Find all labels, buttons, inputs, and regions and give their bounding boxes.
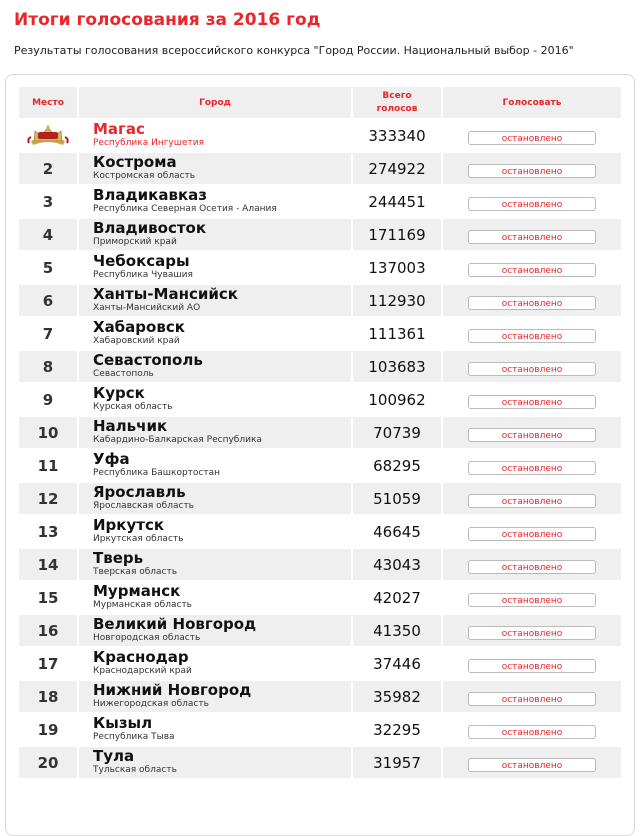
city-name: Тверь [93, 548, 144, 567]
city-name: Владикавказ [93, 185, 207, 204]
vote-button[interactable]: остановлено [468, 527, 596, 541]
table-row [19, 285, 621, 316]
city-region: Республика Ингушетия [93, 137, 205, 148]
table-row [19, 549, 621, 580]
results-card [5, 74, 635, 836]
vote-cell [443, 483, 621, 514]
city-cell [79, 681, 351, 712]
city-region: Республика Башкортостан [93, 467, 221, 478]
city-region: Севастополь [93, 368, 154, 379]
votes-count: 46645 [373, 522, 421, 541]
table-row [19, 582, 621, 613]
vote-cell [443, 285, 621, 316]
vote-button[interactable]: остановлено [468, 164, 596, 178]
city-name: Уфа [93, 449, 130, 468]
city-name: Нальчик [93, 416, 168, 435]
place-cell: 4 [19, 219, 77, 250]
vote-button[interactable]: остановлено [468, 230, 596, 244]
city-cell [79, 318, 351, 349]
votes-count: 333340 [368, 126, 426, 145]
vote-cell [443, 549, 621, 580]
votes-count: 42027 [373, 588, 421, 607]
vote-button[interactable]: остановлено [468, 725, 596, 739]
vote-button[interactable]: остановлено [468, 296, 596, 310]
place-cell: 15 [37, 588, 59, 607]
city-cell [79, 648, 351, 679]
votes-count: 70739 [353, 417, 441, 448]
city-cell [79, 120, 351, 151]
vote-cell [443, 384, 621, 415]
city-region: Курская область [93, 401, 173, 412]
place-cell: 12 [19, 483, 77, 514]
vote-cell [443, 450, 621, 481]
place-cell: 20 [19, 747, 77, 778]
place-cell: 10 [19, 417, 77, 448]
city-name: Магас [93, 119, 145, 138]
city-name: Мурманск [93, 581, 181, 600]
place-cell: 13 [37, 522, 59, 541]
city-cell [79, 747, 351, 778]
place-cell: 19 [37, 720, 59, 739]
vote-button[interactable]: остановлено [468, 197, 596, 211]
city-name: Чебоксары [93, 251, 190, 270]
city-name: Тула [93, 746, 135, 765]
table-row [19, 252, 621, 283]
vote-cell [443, 252, 621, 283]
header-city: Город [79, 87, 351, 118]
vote-cell [443, 120, 621, 151]
city-region: Нижегородская область [93, 698, 209, 709]
city-name: Ханты-Мансийск [93, 284, 238, 303]
table-row [19, 417, 621, 448]
votes-count: 68295 [373, 456, 421, 475]
place-cell: 5 [42, 258, 54, 277]
place-cell: 9 [42, 390, 54, 409]
vote-button[interactable]: остановлено [468, 758, 596, 772]
city-name: Кызыл [93, 713, 153, 732]
city-cell [79, 153, 351, 184]
vote-button[interactable]: остановлено [468, 692, 596, 706]
votes-count: 244451 [368, 192, 426, 211]
city-cell [79, 483, 351, 514]
city-name: Владивосток [93, 218, 207, 237]
votes-count: 100962 [368, 390, 426, 409]
table-row [19, 450, 621, 481]
vote-button[interactable]: остановлено [468, 362, 596, 376]
table-row [19, 351, 621, 382]
city-cell [79, 219, 351, 250]
vote-cell [443, 153, 621, 184]
vote-cell [443, 351, 621, 382]
city-cell [79, 714, 351, 745]
place-cell: 17 [37, 654, 59, 673]
place-cell: 8 [19, 351, 77, 382]
vote-cell [443, 615, 621, 646]
votes-count: 32295 [373, 720, 421, 739]
place-cell: 18 [19, 681, 77, 712]
city-region: Краснодарский край [93, 665, 192, 676]
vote-button[interactable]: остановлено [468, 494, 596, 508]
city-region: Республика Чувашия [93, 269, 193, 280]
place-cell: 3 [42, 192, 54, 211]
city-name: Севастополь [93, 350, 203, 369]
results-table [17, 85, 623, 780]
table-row [19, 714, 621, 745]
place-cell: 6 [19, 285, 77, 316]
table-row [19, 153, 621, 184]
city-region: Республика Тыва [93, 731, 175, 742]
city-cell [79, 516, 351, 547]
city-name: Хабаровск [93, 317, 185, 336]
city-cell [79, 417, 351, 448]
vote-cell [443, 186, 621, 217]
city-cell [79, 186, 351, 217]
city-cell [79, 450, 351, 481]
table-row [19, 615, 621, 646]
city-name: Курск [93, 383, 145, 402]
city-region: Ханты-Мансийский АО [93, 302, 201, 313]
votes-count: 37446 [373, 654, 421, 673]
city-name: Нижний Новгород [93, 680, 252, 699]
city-region: Костромская область [93, 170, 196, 181]
header-total [353, 87, 441, 118]
place-cell: 11 [37, 456, 59, 475]
vote-cell [443, 747, 621, 778]
vote-cell [443, 417, 621, 448]
votes-count: 137003 [368, 258, 426, 277]
votes-count: 111361 [368, 324, 426, 343]
table-row [19, 681, 621, 712]
table-row [19, 120, 621, 151]
crown-icon [27, 123, 69, 149]
place-cell: 16 [19, 615, 77, 646]
votes-count: 41350 [353, 615, 441, 646]
votes-count: 103683 [353, 351, 441, 382]
table-row [19, 648, 621, 679]
vote-button[interactable]: остановлено [468, 626, 596, 640]
city-name: Ярославль [93, 482, 186, 501]
table-row [19, 747, 621, 778]
city-name: Иркутск [93, 515, 165, 534]
vote-button[interactable]: остановлено [468, 593, 596, 607]
city-cell [79, 252, 351, 283]
table-row [19, 516, 621, 547]
votes-count: 51059 [353, 483, 441, 514]
table-row [19, 219, 621, 250]
page-title: Итоги голосования за 2016 год [14, 10, 321, 30]
city-region: Республика Северная Осетия - Алания [93, 203, 277, 214]
city-region: Тульская область [93, 764, 177, 775]
place-cell: 2 [19, 153, 77, 184]
votes-count: 171169 [353, 219, 441, 250]
votes-count: 35982 [353, 681, 441, 712]
vote-button[interactable]: остановлено [468, 560, 596, 574]
vote-button[interactable]: остановлено [468, 131, 596, 145]
table-row [19, 483, 621, 514]
vote-button[interactable]: остановлено [468, 395, 596, 409]
vote-cell [443, 318, 621, 349]
city-cell [79, 615, 351, 646]
page-subtitle: Результаты голосования всероссийского конкурса "Город России. Национальный выбор - 2016" [14, 44, 574, 57]
table-row [19, 318, 621, 349]
votes-count: 274922 [353, 153, 441, 184]
city-region: Мурманская область [93, 599, 192, 610]
vote-button[interactable]: остановлено [468, 329, 596, 343]
vote-button[interactable]: остановлено [468, 461, 596, 475]
place-cell [19, 120, 77, 151]
city-region: Новгородская область [93, 632, 201, 643]
city-region: Тверская область [93, 566, 178, 577]
header-vote: Голосовать [443, 87, 621, 118]
city-name: Великий Новгород [93, 614, 257, 633]
votes-count: 43043 [353, 549, 441, 580]
place-cell: 14 [19, 549, 77, 580]
city-region: Кабардино-Балкарская Республика [93, 434, 262, 445]
table-row [19, 186, 621, 217]
vote-cell [443, 681, 621, 712]
vote-button[interactable]: остановлено [468, 428, 596, 442]
city-region: Иркутская область [93, 533, 184, 544]
table-row [19, 384, 621, 415]
place-cell: 7 [42, 324, 54, 343]
table-header-row [19, 87, 621, 118]
city-cell [79, 582, 351, 613]
vote-button[interactable]: остановлено [468, 263, 596, 277]
header-total-line1: Всего [382, 90, 412, 101]
votes-count: 31957 [353, 747, 441, 778]
votes-count: 112930 [353, 285, 441, 316]
vote-cell [443, 516, 621, 547]
city-region: Хабаровский край [93, 335, 180, 346]
city-name: Краснодар [93, 647, 189, 666]
vote-cell [443, 714, 621, 745]
city-cell [79, 351, 351, 382]
city-region: Приморский край [93, 236, 177, 247]
city-cell [79, 549, 351, 580]
vote-cell [443, 219, 621, 250]
city-cell [79, 384, 351, 415]
city-cell [79, 285, 351, 316]
city-region: Ярославская область [93, 500, 194, 511]
city-name: Кострома [93, 152, 177, 171]
vote-button[interactable]: остановлено [468, 659, 596, 673]
vote-cell [443, 648, 621, 679]
vote-cell [443, 582, 621, 613]
header-place: Место [19, 87, 77, 118]
header-total-line2: голосов [376, 103, 418, 114]
